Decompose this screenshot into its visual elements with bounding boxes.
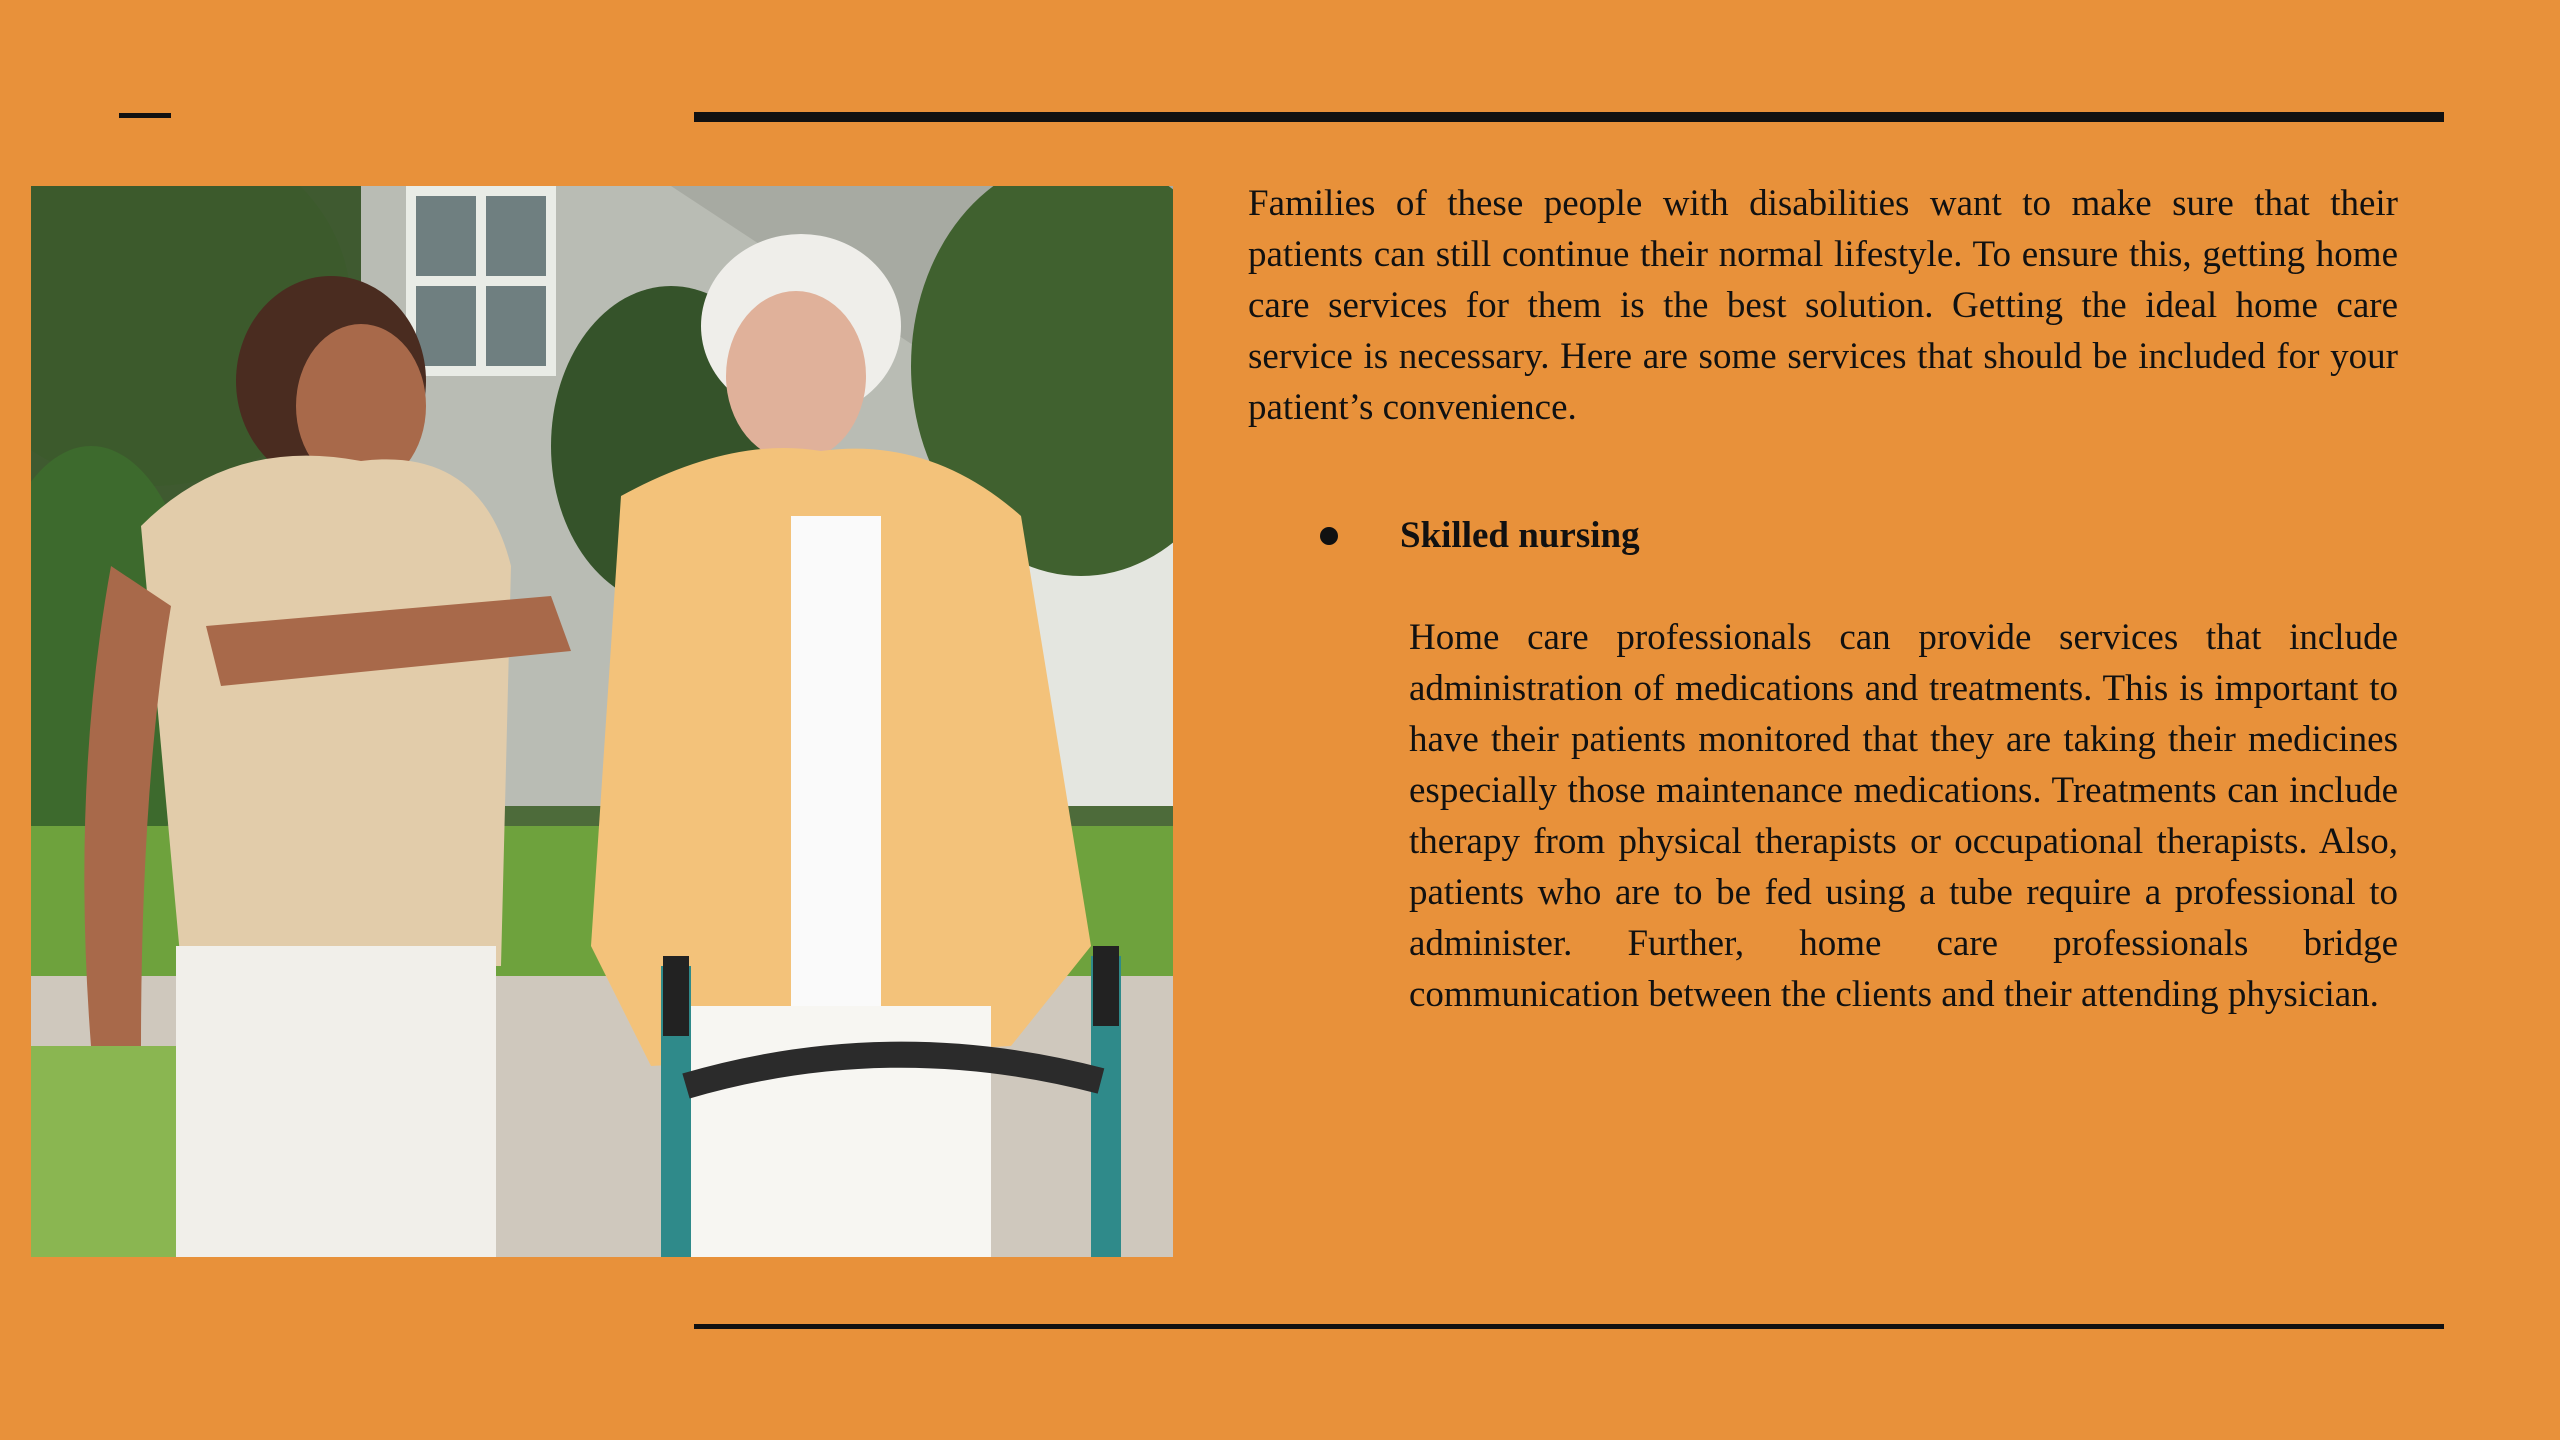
bullet-item-skilled-nursing xyxy=(1320,510,1640,561)
bottom-decorative-rule xyxy=(694,1324,2444,1329)
skilled-nursing-paragraph: Home care professionals can provide services that include administration of medications and treatments. This is important to have their patients monitored that they are taking their medicines especially those maintenance medications. Treatments can include therapy from physical therapists or occupational therapists. Also, patients who are to be fed using a tube require a professional to administer. Further, home care professionals bridge communication between the clients and their attending physician. xyxy=(1409,617,2398,1015)
top-decorative-rule xyxy=(694,112,2444,122)
bullet-icon xyxy=(1320,527,1338,545)
caregiver-photo xyxy=(31,186,1173,1257)
intro-paragraph: Families of these people with disabilities want to make sure that their patients can still continue their normal lifestyle. To ensure this, getting home care services for them is the best solution. Getting the ideal home care service is necessary. Here are some services that should be included for your patient’s convenience. xyxy=(1248,183,2398,428)
bullet-heading-text: Skilled nursing xyxy=(1400,515,1640,556)
intro-text-block xyxy=(1248,178,2398,433)
caregiver-photo-illustration xyxy=(31,186,1173,1257)
short-decorative-rule xyxy=(119,113,171,118)
